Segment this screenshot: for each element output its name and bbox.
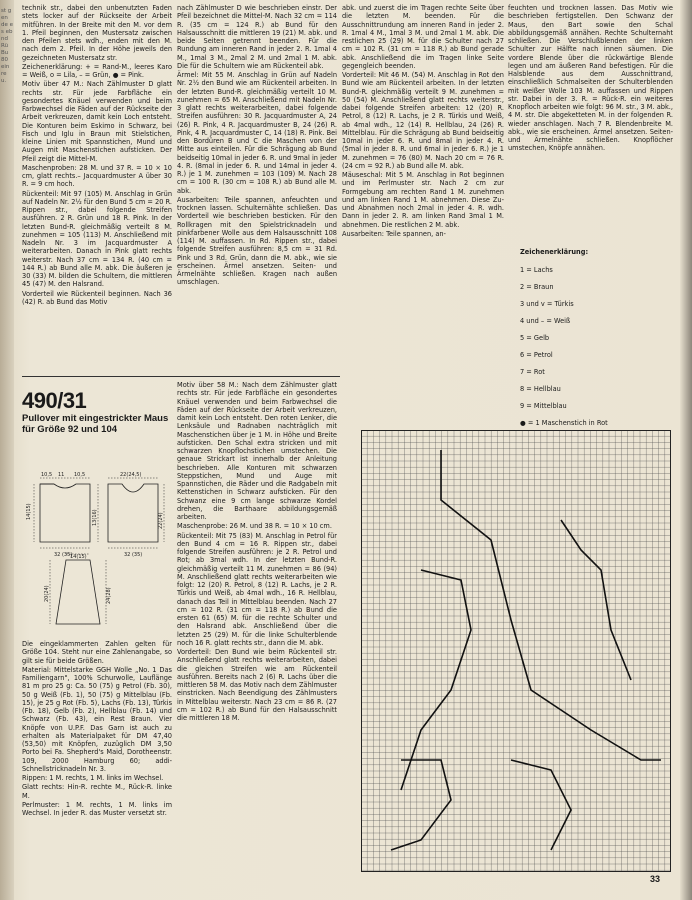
paragraph: Ärmel: Mit 55 M. Anschlag in Grün auf Nadeln Nr. 2½ den Bund wie am Rückenteil arbeiten. In der letzten Bund-R. gleichmäßig verteilt 10 M. zunehmen = 65 M. Anschließend mit Nadeln Nr. 3 glatt rechts weiterarbeiten, dabei folgende Streifen ausführen: 30 R. Jacquardmuster A, 24 (26) R. Pink, 4 R. Jacquardmuster B, 24 (26) R. Pink, 4 R. Jacquardmuster C, 14 (18) R. Pink. Bei den Bordüren B und C die Maschen von der Mitte aus einteilen. Für die Schrägung ab Bund beidseitig 10mal in jeder 6. R. und 9mal in jeder 4. R. (8mal in jeder 6. R. und 14mal in jeder 4. R.) je 1 M. zunehmen = 103 (109) M. Nach 28 cm = 100 R. (30 cm = 108 R.) ab Bund alle M. abk. [177,71,337,195]
legend-item: 2 = Braun [520,283,554,291]
legend-item: 9 = Mittelblau [520,402,567,410]
edge-text: st gen de es eb nd Rü Bu 80 ein re u. [1,8,13,84]
chart-motif-outline [561,520,631,680]
binding-edge [0,0,14,900]
paragraph: Vorderteil: Mit 46 M. (54) M. Anschlag in Rot den Bund wie am Rückenteil arbeiten. In der letzten Bund-R. gleichmäßig verteilt 9 M. zunehmen = 50 (54) M. Anschließend glatt rechts weiterstr., dabei folgende Streifen arbeiten: 12 (20) R. Petrol, 8 (12) R. Lachs, je 2 R. Türkis und Weiß, ab 4mal wdh., 12 (14) R. Hellblau, 24 (26) R. Mittelblau. Für die Schrägung ab Bund beidseitig 10mal in jeder 6. R. und 8mal in jeder 4. R. (5mal in jeder 8. R. und 6mal in jeder 6. R.) je 1 M. zunehmen = 76 (80) M. Nach 20 cm = 76 R. (24 cm = 92 R.) ab Bund alle M. abk. [342,71,504,170]
knitting-chart-grid [361,430,671,872]
legend-item: 5 = Gelb [520,334,550,342]
paragraph: Motiv über 58 M.: Nach dem Zählmuster glatt rechts str. Für jede Farbfläche ein gesondertes Knäuel verwenden und beim Farbwechsel die Fäden auf der Rückseite der Arbeit verkreuzen, damit kein Loch entsteht. Den roten Lenker, die Lenksäule und Radnaben nachträglich mit Maschenstichen über je 1 M. in Höhe und Breite aufsticken. Den Schal extra stricken und mit schwarzen Knopflochstichen umstechen. Die genaue Strickart ist innerhalb der Anleitung beschrieben. Alle Konturen mit schwarzen Steppstichen, Mund und Auge mit Spannstichen, die Räder und die Radgabeln mit Kettenstichen in Schwarz aufsticken. Für den Schwanz eine 9 cm lange schwarze Kordel drehen, die Barthaare abbildungsgemäß arbeiten. [177,381,337,521]
legend-item: ● = 1 Maschenstich in Rot [520,419,608,427]
legend-item: 7 = Rot [520,368,545,376]
chart-motif-outline [391,760,451,850]
paragraph: Maschenprobe: 26 M. und 38 R. = 10 × 10 cm. [177,522,332,531]
column-4 [508,4,673,154]
legend-item: 8 = Hellblau [520,385,561,393]
schematic-label: 22(24) [158,512,164,529]
chart-motif-outline [441,450,661,760]
schematic-label: 24(28) [106,587,112,604]
paragraph: Motiv über 47 M.: Nach Zählmuster D glatt rechts str. Für jede Farbfläche ein gesondertes Knäuel verwenden und beim Farbwechsel die Fäden auf der Rückseite der Arbeit verkreuzen, damit kein Loch entsteht. Die Konturen beim Eskimo in Schwarz, bei Fisch und Iglu in Braun mit Stielstichen, kleine Linien mit Spannstichen, Mund und Augen mit Maschenstichen aufsticken. Der Pfeil zeigt die Mittel-M. [22,80,172,163]
paragraph: Ausarbeiten: Teile spannen, anfeuchten und trocknen lassen. Schulternähte schließen. Das Vorderteil wie beschrieben besticken. Für den Rollkragen mit den Spielstricknadeln und pinkfarbener Wolle aus dem Halsausschnitt 108 (114) M. auffassen. In Rd. Rippen str., dabei folgende Streifen ausführen: 8,5 cm = 31 Rd. Pink und 3 Rd. Grün, dann die M. abk., wie sie erscheinen. Ärmel ansetzen. Seiten- und Ärmelnähte schließen. Kragen nach außen umschlagen. [177,195,337,287]
legend-heading: Zeichenerklärung: [520,248,589,256]
column-2 [177,4,337,288]
garment-schematic [24,456,169,626]
pattern-number: 490/31 [22,388,87,413]
legend-item: 6 = Petrol [520,351,553,359]
schematic-label: 20(24) [44,585,50,602]
schematic-label: 32 (35) [124,552,143,558]
chart-legend [520,248,670,436]
column-2-lower [177,381,337,723]
column-3 [342,4,504,239]
paragraph: Ausarbeiten: Teile spannen, an- [342,229,446,238]
paragraph: feuchten und trocknen lassen. Das Motiv wie beschrieben fertigstellen. Den Schwanz der Maus, den Bart sowie den Schal abbildungsgemäß annähen. Rechte Schulternaht schließen. Die Verschlußblenden der linken Schulter zur Hälfte nach innen säumen. Die vordere Blende über die rückwärtige Blende legen und am äußeren Rand befestigen. Für die Halsblende aus dem Ausschnittrand, einschließlich Schmalseiten der Schulterblenden mit weißer Wolle 103 M. auffassen und Rippen str. Dabei in der 3. R. = Rück-R. ein weiteres Knopfloch arbeiten wie folgt: 96 M. str., 3 M. abk., 4 M. str. Die abgeketteten M. in der folgenden R. wieder anschlagen. Nach 7 R. Blendenbreite M. abk., wie sie erscheinen. Ärmel ansetzen. Seiten- und Ärmelnähte schließen. Knopflöcher umstechen, Knöpfe annähen. [508,4,673,153]
paragraph: Rückenteil: Mit 97 (105) M. Anschlag in Grün auf Nadeln Nr. 2½ für den Bund 5 cm = 20 R. Rippen str., dabei folgende Streifen ausführen. 2 R. Grün und 18 R. Pink. In der letzten Bund-R. gleichmäßig verteilt 8 M. zunehmen = 105 (113) M. Anschließend mit Nadeln Nr. 3 im Jacquardmuster A weiterarbeiten. Danach in Pink glatt rechts weiterstr. Nach 37 cm = 134 R. (40 cm = 144 R.) ab Bund alle M. abk. Die äußeren je 30 (33) M. bilden die Schultern, die mittleren 45 (47) M. den Halsrand. [22,189,172,289]
paragraph: Vorderteil wie Rückenteil beginnen. Nach 36 (42) R. ab Bund das Motiv [22,289,172,306]
paragraph: Rippen: 1 M. rechts, 1 M. links im Wechsel. [22,774,164,782]
legend-item: 4 und – = Weiß [520,317,571,325]
schematic-label: 13(16) [92,509,98,526]
schematic-label: 11 [58,472,65,478]
page-number: 33 [650,874,661,884]
paragraph: Mäuseschal: Mit 5 M. Anschlag in Rot beginnen und im Perlmuster str. Nach 2 cm zur Formgebung am rechten Rand 1 M. zunehmen und am linken Rand 1 M. abnehmen. Diese Zu- und Abnahmen noch 2mal in jeder 4. R. wdh. Dann in jeder 2. R. am linken Rand 3mal 1 M. abnehmen. Die restlichen 2 M. abk. [342,171,504,229]
schematic-label: 14(15) [26,503,32,520]
column-1-lower [22,640,172,818]
schematic-label: 22(24,5) [120,472,142,478]
paragraph: Die eingeklammerten Zahlen gelten für Größe 104. Steht nur eine Zahlenangabe, so gilt sie für beide Größen. [22,640,172,665]
schematic-label: 32 (35) [54,552,73,558]
paragraph: technik str., dabei den unbenutzten Faden stets locker auf der Rückseite der Arbeit mitführen. In der Breite mit den M. vor dem 1. Pfeil beginnen, den Mustersatz zwischen den Pfeilen stets wdh., enden mit den M. nach dem 2. Pfeil. In der Höhe jeweils den gezeichneten Mustersatz str. [22,4,172,62]
page-edge-shadow [680,0,692,900]
paragraph: Perlmuster: 1 M. rechts, 1 M. links im Wechsel. In jeder R. das Muster versetzt str. [22,800,172,817]
paragraph: Maschenproben: 28 M. und 37 R. = 10 × 10 cm, glatt rechts.– Jacquardmuster A über 30 R. = 9 cm hoch. [22,163,172,189]
section-divider [22,376,340,377]
legend-item: 1 = Lachs [520,266,553,274]
chart-motif-outline [511,760,571,850]
paragraph: Rückenteil: Mit 75 (83) M. Anschlag in Petrol für den Bund 4 cm = 16 R. Rippen str., dabei folgende Streifen ausführen: je 2 R. Petrol und Rot; ab 3mal wdh. In der letzten Bund-R. gleichmäßig verteilt 11 M. zunehmen = 86 (94) M. Anschließend glatt rechts weiterarbeiten wie folgt: 12 (20) R. Petrol, 8 (12) R. Lachs, je 2 R. Türkis und Weiß, ab 4mal wdh., 16 R. Hellblau, danach das Teil in Mittelblau beenden. Nach 27 cm = 102 R. (31 cm = 118 R.) ab Bund die ersten 61 (65) M. für die rechte Schulter und den Halsrand abk. Anschließend über die letzten 25 (29) M. für die linke Schulterblende noch 16 R. glatt rechts str., dann die M. abk. [177,531,337,647]
chart-motif-outline [401,570,471,790]
pattern-title: Pullover mit eingestrickter Maus für Größe 92 und 104 [22,413,169,435]
paragraph: abk. und zuerst die im Tragen rechte Seite über die letzten M. beenden. Für die Ausschnittrundung am inneren Rand in jeder 2. R. 1mal 4 M., 1mal 3 M. und 2mal 1 M. abk. Die restlichen 25 (29) M. für die Schulter nach 27 cm = 102 R. (31 cm = 118 R.) ab Bund gerade abk. Anschließend die im Tragen linke Seite gegengleich beenden. [342,4,504,70]
paragraph: Material: Mittelstarke GGH Wolle „No. 1 Das Familiengarn", 100% Schurwolle, Lauflänge 81 m pro 25 g: Ca. 50 (75) g Petrol (Fb. 30), 50 g Weiß (Fb. 1), 50 (75) g Mittelblau (Fb. 15), je 25 g Rot (Fb. 5), Lachs (Fb. 13), Türkis (Fb. 18), Gelb (Fb. 2), Hellblau (Fb. 14) und Schwarz (Fb. 43), ein Rest Braun. Vier Knöpfe von U.P.F. Das Garn ist auch zu erhalten als Materialpaket für DM 47,40 (53,50) mit Knöpfen, zuzüglich DM 3,50 Porto bei Fa. Shepherd's Maid, Dorotheenstr. 109, 2000 Hamburg 60; addi-Schnellstricknadeln Nr. 3. [22,665,172,773]
schematic-label: 10,5 [41,472,53,478]
schematic-label: 10,5 [74,472,86,478]
legend-item: 3 und v = Türkis [520,300,574,308]
paragraph: Glatt rechts: Hin-R. rechte M., Rück-R. linke M. [22,783,172,800]
schematic-label: 14(15) [70,554,87,560]
paragraph: nach Zählmuster D wie beschrieben einstr. Der Pfeil bezeichnet die Mittel-M. Nach 32 cm = 114 R. (35 cm = 124 R.) ab Bund für den Halsausschnitt die mittleren 19 (21) M. abk. und beide Seiten getrennt beenden. Für die Rundung am inneren Rand in jeder 2. R. 1mal 4 M., 1mal 3 M., 2mal 2 M. und 2mal 1 M. abk. Die für die Schultern wie am Rückenteil abk. [177,4,337,70]
paragraph: Zeichenerklärung: + = Rand-M., leeres Karo = Weiß, o = Lila, – = Grün, ● = Pink. [22,62,172,79]
paragraph: Vorderteil: Den Bund wie beim Rückenteil str. Anschließend glatt rechts weiterarbeiten, dabei die gleichen Streifen wie am Rückenteil ausführen. Bereits nach 2 (6) R. Lachs über die mittleren 58 M. das Motiv nach dem Zählmuster einstricken. Nach Beendigung des Zählmusters in Mittelblau weiterstr. Nach 23 cm = 86 R. (27 cm = 102 R.) ab Bund für den Halsausschnitt die mittleren 18 M. [177,648,337,722]
column-1 [22,4,172,307]
